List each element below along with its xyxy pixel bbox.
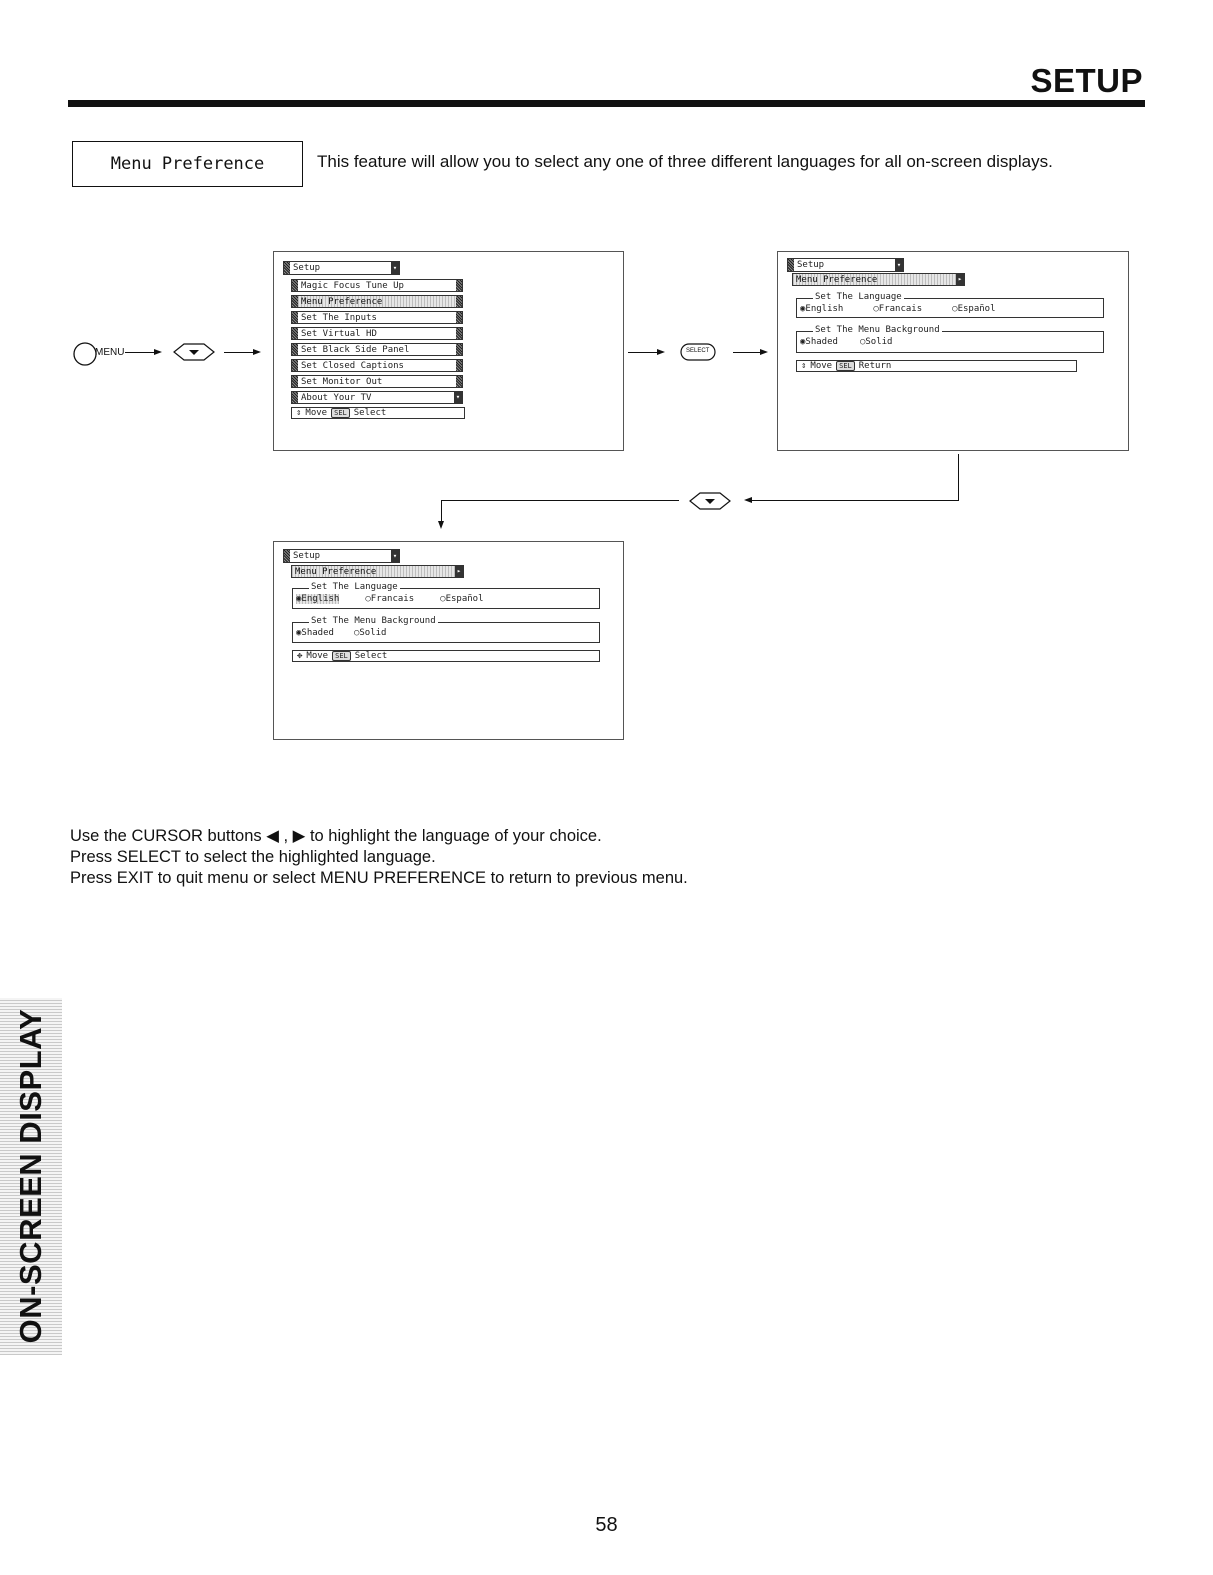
menu-item-closed-captions[interactable]: Set Closed Captions <box>291 359 463 372</box>
page-number: 58 <box>595 1514 618 1536</box>
dropdown-icon: ▾ <box>392 264 398 272</box>
screen3-hint-bar: ✥ Move SEL Select <box>292 650 600 662</box>
menu-item-magic-focus[interactable]: Magic Focus Tune Up <box>291 279 463 292</box>
radio-solid[interactable]: ○Solid <box>859 337 893 347</box>
radio-francais[interactable]: ○Francais <box>873 304 923 314</box>
select-button-label: SELECT <box>686 348 710 354</box>
dropdown-icon: ▾ <box>896 261 902 269</box>
flow-arrowhead-1 <box>154 349 162 355</box>
sel-key-icon: SEL <box>836 361 855 371</box>
cursor-down-icon-2 <box>688 491 732 511</box>
screen2-hint-bar: ⇕ Move SEL Return <box>796 360 1077 372</box>
radio-francais[interactable]: ○Francais <box>365 594 415 604</box>
language-group-3: Set The Language ◉English ○Francais ○Español <box>292 588 600 609</box>
radio-solid[interactable]: ○Solid <box>353 628 387 638</box>
flow-arrow-2 <box>224 352 254 353</box>
flow-arrowhead-2 <box>253 349 261 355</box>
feature-label: Menu Preference <box>110 154 265 174</box>
screen1-header: Setup ▾ <box>283 261 400 275</box>
menu-item-black-side-panel[interactable]: Set Black Side Panel <box>291 343 463 356</box>
move-icon: ✥ <box>297 651 303 661</box>
section-title: SETUP <box>1030 62 1143 99</box>
radio-shaded[interactable]: ◉Shaded <box>296 628 334 638</box>
radio-espanol[interactable]: ○Español <box>952 304 996 314</box>
flow-arrow-1 <box>125 352 155 353</box>
flow-arrowhead-down <box>438 521 444 529</box>
screen1-hint-bar: ⇕ Move SEL Select <box>291 407 465 419</box>
menu-item-menu-preference[interactable]: Menu Preference <box>291 295 463 308</box>
screen-language-select <box>273 541 624 740</box>
side-tab-label: ON-SCREEN DISPLAY <box>13 1008 48 1344</box>
flow-arrow-4 <box>733 352 761 353</box>
instruction-line: Use the CURSOR buttons ◀ , ▶ to highlight the language of your choice. <box>70 827 602 845</box>
menu-item-monitor-out[interactable]: Set Monitor Out <box>291 375 463 388</box>
screen3-submenu[interactable]: Menu Preference ▸ <box>291 565 464 578</box>
scroll-down-icon: ▾ <box>455 393 461 401</box>
flow-line-down <box>441 500 442 522</box>
menu-item-about-tv[interactable]: About Your TV ▾ <box>291 391 463 404</box>
menu-item-virtual-hd[interactable]: Set Virtual HD <box>291 327 463 340</box>
screen2-header: Setup ▾ <box>787 258 904 272</box>
radio-espanol[interactable]: ○Español <box>440 594 484 604</box>
flow-arrowhead-4 <box>760 349 768 355</box>
updown-icon: ⇕ <box>801 361 807 371</box>
updown-icon: ⇕ <box>296 408 302 418</box>
instruction-line: Press EXIT to quit menu or select MENU PREFERENCE to return to previous menu. <box>70 869 688 887</box>
sel-key-icon: SEL <box>332 651 351 661</box>
screen3-header: Setup ▾ <box>283 549 400 563</box>
screen-setup-menu <box>273 251 624 451</box>
language-group: Set The Language ◉English ○Francais ○Español <box>796 298 1104 318</box>
flow-arrowhead-3 <box>657 349 665 355</box>
dropdown-icon: ▾ <box>392 552 398 560</box>
instructions <box>70 826 688 889</box>
radio-shaded[interactable]: ◉Shaded <box>800 337 838 347</box>
feature-label-box <box>72 141 303 187</box>
sel-key-icon: SEL <box>331 408 350 418</box>
return-line-vertical <box>958 454 959 501</box>
expand-icon: ▸ <box>957 275 963 283</box>
flow-line-left <box>441 500 679 501</box>
screen-menu-preference <box>777 251 1129 451</box>
expand-icon: ▸ <box>456 567 462 575</box>
background-group: Set The Menu Background ◉Shaded ○Solid <box>796 331 1104 353</box>
header-rule <box>68 100 1145 107</box>
background-group-3: Set The Menu Background ◉Shaded ○Solid <box>292 622 600 643</box>
menu-item-set-inputs[interactable]: Set The Inputs <box>291 311 463 324</box>
return-arrowhead <box>744 497 752 503</box>
feature-description: This feature will allow you to select any one of three different languages for all on-screen displays. <box>317 152 1053 171</box>
flow-arrow-3 <box>628 352 658 353</box>
menu-button-label: MENU <box>95 347 125 358</box>
cursor-down-icon <box>172 342 216 362</box>
radio-english[interactable]: ◉English <box>800 304 844 314</box>
instruction-line: Press SELECT to select the highlighted language. <box>70 848 436 866</box>
return-line-horizontal <box>752 500 959 501</box>
screen2-submenu[interactable]: Menu Preference ▸ <box>792 273 965 286</box>
radio-english-highlighted[interactable]: ◉English <box>296 594 340 604</box>
